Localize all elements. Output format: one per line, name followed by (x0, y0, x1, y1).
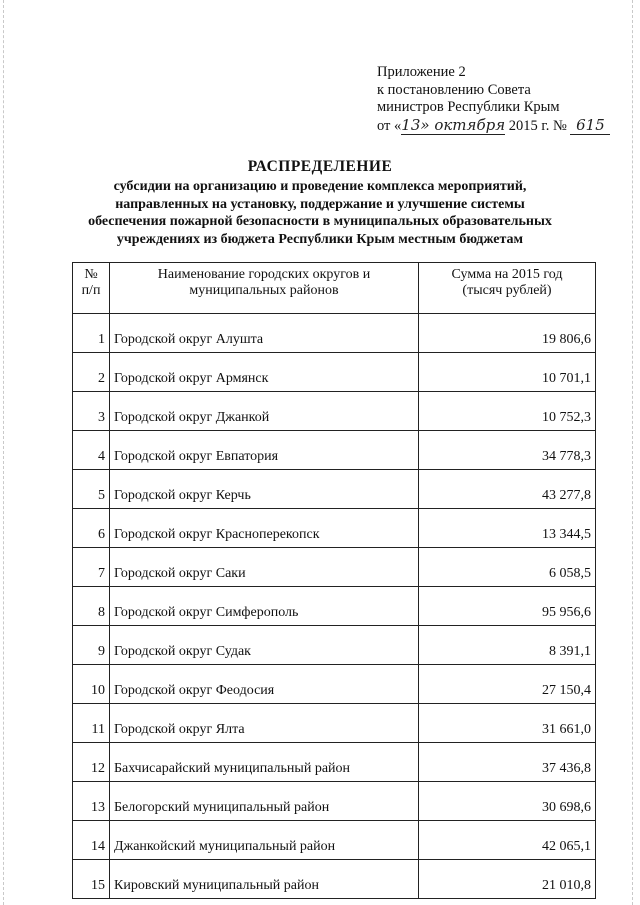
table-row (73, 470, 596, 509)
row-number: 3 (73, 392, 110, 431)
row-name: Городской округ Армянск (110, 353, 419, 392)
table-body (73, 314, 596, 899)
row-sum: 42 065,1 (419, 821, 596, 860)
title-line-3: обеспечения пожарной безопасности в муниципальных образовательных (88, 214, 552, 229)
appendix-council: министров Республики Крым (377, 99, 560, 115)
handwritten-date: 13» октября (401, 115, 506, 134)
table-row (73, 821, 596, 860)
header-number (73, 263, 110, 314)
header-name (110, 263, 419, 314)
row-number: 4 (73, 431, 110, 470)
row-number: 10 (73, 665, 110, 704)
row-number: 8 (73, 587, 110, 626)
title-main: РАСПРЕДЕЛЕНИЕ (247, 158, 393, 175)
table-row (73, 743, 596, 782)
row-name: Городской округ Алушта (110, 314, 419, 353)
table-row (73, 860, 596, 899)
row-sum: 30 698,6 (419, 782, 596, 821)
table-row (73, 314, 596, 353)
date-prefix: от « (377, 117, 402, 134)
row-sum: 21 010,8 (419, 860, 596, 899)
table-header-row (73, 263, 596, 314)
appendix-block (377, 64, 610, 135)
row-sum: 10 701,1 (419, 353, 596, 392)
table-row (73, 431, 596, 470)
table-row (73, 626, 596, 665)
row-sum: 8 391,1 (419, 626, 596, 665)
row-name: Кировский муниципальный район (110, 860, 419, 899)
header-sum-line-1: Сумма на 2015 год (451, 267, 563, 282)
table-row (73, 353, 596, 392)
row-sum: 43 277,8 (419, 470, 596, 509)
row-number: 12 (73, 743, 110, 782)
header-sum (419, 263, 596, 314)
row-number: 6 (73, 509, 110, 548)
row-name: Городской округ Керчь (110, 470, 419, 509)
row-number: 5 (73, 470, 110, 509)
row-sum: 27 150,4 (419, 665, 596, 704)
row-sum: 19 806,6 (419, 314, 596, 353)
header-number-line-2: п/п (81, 283, 101, 298)
row-number: 2 (73, 353, 110, 392)
row-number: 15 (73, 860, 110, 899)
header-name-line-1: Наименование городских округов и (157, 267, 371, 282)
row-name: Городской округ Симферополь (110, 587, 419, 626)
appendix-resolution: к постановлению Совета (377, 81, 531, 98)
table-row (73, 587, 596, 626)
row-sum: 37 436,8 (419, 743, 596, 782)
table-row (73, 548, 596, 587)
appendix-label: Приложение 2 (377, 64, 466, 80)
scan-edge-left (3, 0, 5, 905)
header-sum-line-2: (тысяч рублей) (462, 283, 552, 298)
row-number: 7 (73, 548, 110, 587)
appendix-date-line (377, 117, 610, 136)
table-row (73, 704, 596, 743)
row-name: Городской округ Ялта (110, 704, 419, 743)
row-sum: 95 956,6 (419, 587, 596, 626)
row-number: 14 (73, 821, 110, 860)
row-name: Городской округ Феодосия (110, 665, 419, 704)
row-sum: 13 344,5 (419, 509, 596, 548)
row-name: Бахчисарайский муниципальный район (110, 743, 419, 782)
row-number: 11 (73, 704, 110, 743)
row-name: Белогорский муниципальный район (110, 782, 419, 821)
table-row (73, 782, 596, 821)
header-name-line-2: муниципальных районов (189, 283, 339, 298)
table-row (73, 665, 596, 704)
header-number-line-1: № (84, 267, 98, 282)
title-line-4: учреждениях из бюджета Республики Крым местным бюджетам (116, 231, 524, 247)
row-number: 13 (73, 782, 110, 821)
row-sum: 31 661,0 (419, 704, 596, 743)
document-title (0, 158, 640, 248)
row-sum: 6 058,5 (419, 548, 596, 587)
title-line-2: направленных на установку, поддержание и улучшение системы (115, 196, 525, 212)
distribution-table (72, 262, 596, 899)
table-row (73, 392, 596, 431)
row-name: Городской округ Евпатория (110, 431, 419, 470)
row-name: Городской округ Красноперекопск (110, 509, 419, 548)
row-name: Городской округ Джанкой (110, 392, 419, 431)
row-name: Городской округ Судак (110, 626, 419, 665)
table-row (73, 509, 596, 548)
row-sum: 34 778,3 (419, 431, 596, 470)
date-year: 2015 г. № (508, 117, 567, 134)
scan-edge-right (632, 0, 634, 905)
row-number: 1 (73, 314, 110, 353)
row-number: 9 (73, 626, 110, 665)
row-name: Джанкойский муниципальный район (110, 821, 419, 860)
title-line-1: субсидии на организацию и проведение комплекса мероприятий, (113, 179, 527, 194)
row-name: Городской округ Саки (110, 548, 419, 587)
handwritten-number: 615 (570, 117, 610, 136)
row-sum: 10 752,3 (419, 392, 596, 431)
